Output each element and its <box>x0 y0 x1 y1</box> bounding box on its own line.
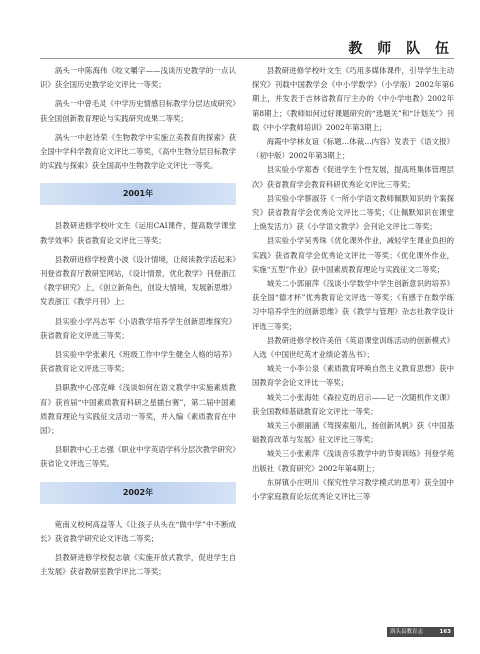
paragraph: 涡头一中赵诗荣《生物教学中实施立美教育的探索》获全国中学科学教育论文评比二等奖，《高中生物分层目标教学的实践与探索》获全国高中生物教学论文评比一等奖。 <box>40 132 236 171</box>
header-divider <box>40 58 454 59</box>
right-column <box>252 64 454 504</box>
paragraph: 涡头一中曾毛灵《中学历史情感目标教学分层达成研究》获全国创新教育理论与实践研究成果二等奖； <box>40 99 236 123</box>
footer-label: 涡头县教育志 <box>390 629 424 635</box>
paragraph: 城关二小郭丽萍《浅谈小学数学中学生创新意识的培养》获全国“德才杯”优秀教育论文评选一等奖；《有感于在数学练习中培养学生的创新思维》获《教学与管理》杂志社教学设计评选三等奖； <box>252 279 454 331</box>
paragraph: 县职教中心王志强《职业中学英语学科分层次教学研究》获省论文评选三等奖。 <box>40 445 236 469</box>
page-number: 163 <box>439 629 451 635</box>
page-footer <box>387 627 454 637</box>
paragraph: 菀南义校柯高益等人《让孩子从头在“做中学”中不断成长》获省教学研究论文评选二等奖； <box>40 519 236 543</box>
paragraph: 县职教中心邵克峰《浅谈如何在语文教学中实施素质教育》获首届“中国素质教育科研之星擂台赛”，第二届中国素质教育理论与实践征文活动一等奖，并入编《素质教育在中国》； <box>40 383 236 436</box>
paragraph: 县教研进修学校许美佰《英语课堂训练活动的创新模式》入选《中国世纪英才业绩论著丛书》； <box>252 335 454 360</box>
paragraph: 涡头一中陈海伟《咬文嚼字——浅谈历史教学的一点认识》获全国历史教学论文评比一等奖； <box>40 66 236 90</box>
paragraph: 县实验小学冯志军《小语教学培养学生创新思维探究》获省教育论文评选三等奖； <box>40 316 236 340</box>
paragraph: 县实验小学吴秀珠《优化课外作业，减轻学生课业负担的实践》获省教育学会优秀论文评比一等奖；《优化课外作业，实施“五型”作业》获中国素质教育理论与实践征文二等奖； <box>252 236 454 274</box>
chapter-title: 教 师 队 伍 <box>348 41 454 57</box>
paragraph: 城关一小李公泉《素质教育呼唤自然主义教育思想》获中国教育学会论文评比一等奖； <box>252 364 454 388</box>
paragraph: 城关二小张海娃《森拉克的启示——记一次随机作文课》获全国教师基础教育论文评比一等奖； <box>252 392 454 416</box>
paragraph: 海霞中学林友谊《标题…体裁…内容》发表于《语文报》（初中版）2002年第3期上； <box>252 137 454 161</box>
paragraph: 城关三小颜丽涵《驾探索船儿，扬创新风帆》获《中国基础教育改革与发展》征文评比三等奖； <box>252 421 454 445</box>
left-column <box>40 64 236 584</box>
paragraph: 县教研进修学校叶文生《运用CAI课件，提高数学课堂教学效率》获省教育论文评比三等奖； <box>40 221 236 245</box>
paragraph: 县实验中学张素凡《班级工作中学生健全人格的培养》获省教育论文评选三等奖； <box>40 350 236 374</box>
paragraph: 县教研进修学校倪志敏《实施开放式教学，促进学生自主发展》获省教研室教学评比二等奖； <box>40 553 236 577</box>
paragraph: 东屏镇小庄明川《探究性学习教学模式的思考》获全国中小学家庭教育论坛优秀论文评比三等 <box>252 477 454 502</box>
year-heading-2002: 2002年 <box>40 482 236 504</box>
paragraph: 县教研进修学校叶文生《巧用多媒体课件，引导学生主动探究》刊载中国教学会《中小学数学》（小学版）2002年第6期上，并发表于吉林省教育厅主办的《中小学电教》2002年第8期上；《教师如何过好课题研究的“选题关”和“计划关”》刊载《中小学教师培训》2002年第3期上； <box>252 66 454 132</box>
year-heading-2001: 2001年 <box>40 183 236 205</box>
paragraph: 县实验小学郑香《促进学生个性发展，提高班集体管理层次》获省教育学会教育科研优秀论文评比三等奖； <box>252 165 454 189</box>
paragraph: 城关三小张素萍《浅谈音乐教学中的节奏训练》刊登学苑出版社《教育研究》2002年第4期上； <box>252 449 454 473</box>
paragraph: 县教研进修学校黄小波《设计情境，让阅读教学活起来》刊登省教育厅教研室网站，《设计情景，优化教学》刊登浙江《教学研究》上，《创立新角色，创设大情境，发展新思维》发表浙江《教学月刊》上； <box>40 254 236 307</box>
paragraph: 县实验小学蔡淑芬《一所小学语文教师佩默知识的个案探究》获省教育学会优秀论文评比二等奖；《让佩默知识在课堂上焕发活力》获《小学语文教学》会刊论文评比二等奖； <box>252 193 454 232</box>
